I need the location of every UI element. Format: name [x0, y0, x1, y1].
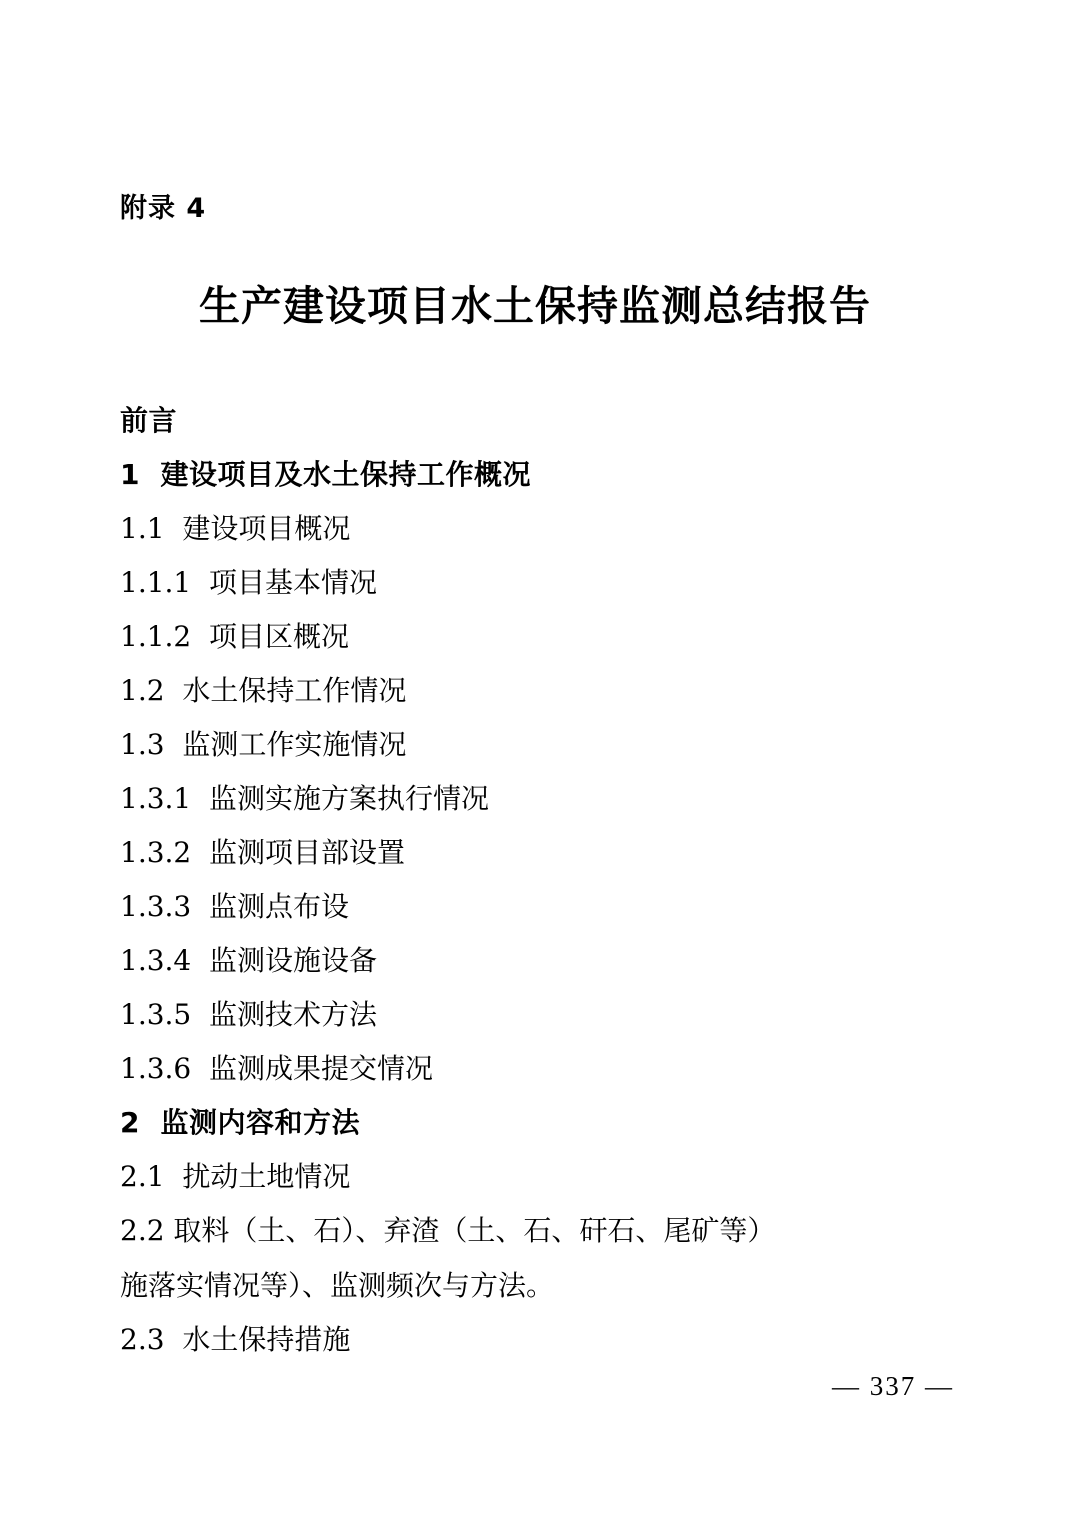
- page-content: [120, 186, 950, 1367]
- list-item: 1.3.6 监测成果提交情况: [120, 1052, 434, 1086]
- list-item: 1.3.3 监测点布设: [120, 890, 350, 924]
- list-item: 1.1.2 项目区概况: [120, 620, 350, 654]
- list-item: 2.3 水土保持措施: [120, 1322, 351, 1356]
- list-item: 2.1 扰动土地情况: [120, 1160, 351, 1194]
- list-item: 1.1.1 项目基本情况: [120, 566, 378, 600]
- list-item: 2.2 取料（土、石）、弃渣（土、石、矸石、尾矿等）: [120, 1214, 776, 1248]
- list-item: 1.3.4 监测设施设备: [120, 944, 378, 978]
- table-of-contents: [120, 394, 950, 1367]
- list-item: 前言: [120, 404, 178, 437]
- list-item: 1.2 水土保持工作情况: [120, 674, 407, 708]
- list-item: 1.3 监测工作实施情况: [120, 728, 407, 762]
- list-item: 1.1 建设项目概况: [120, 512, 351, 546]
- page-title: 生产建设项目水土保持监测总结报告: [199, 282, 871, 330]
- list-item: 2 监测内容和方法: [120, 1106, 360, 1140]
- list-item: 1.3.2 监测项目部设置: [120, 836, 406, 870]
- list-item: 1 建设项目及水土保持工作概况: [120, 458, 531, 492]
- appendix-label: 附录 4: [120, 193, 207, 224]
- page-number: — 337 —: [832, 1371, 954, 1401]
- list-item: 1.3.5 监测技术方法: [120, 998, 378, 1032]
- list-item: 施落实情况等）、监测频次与方法。: [120, 1268, 555, 1302]
- list-item: 1.3.1 监测实施方案执行情况: [120, 782, 490, 816]
